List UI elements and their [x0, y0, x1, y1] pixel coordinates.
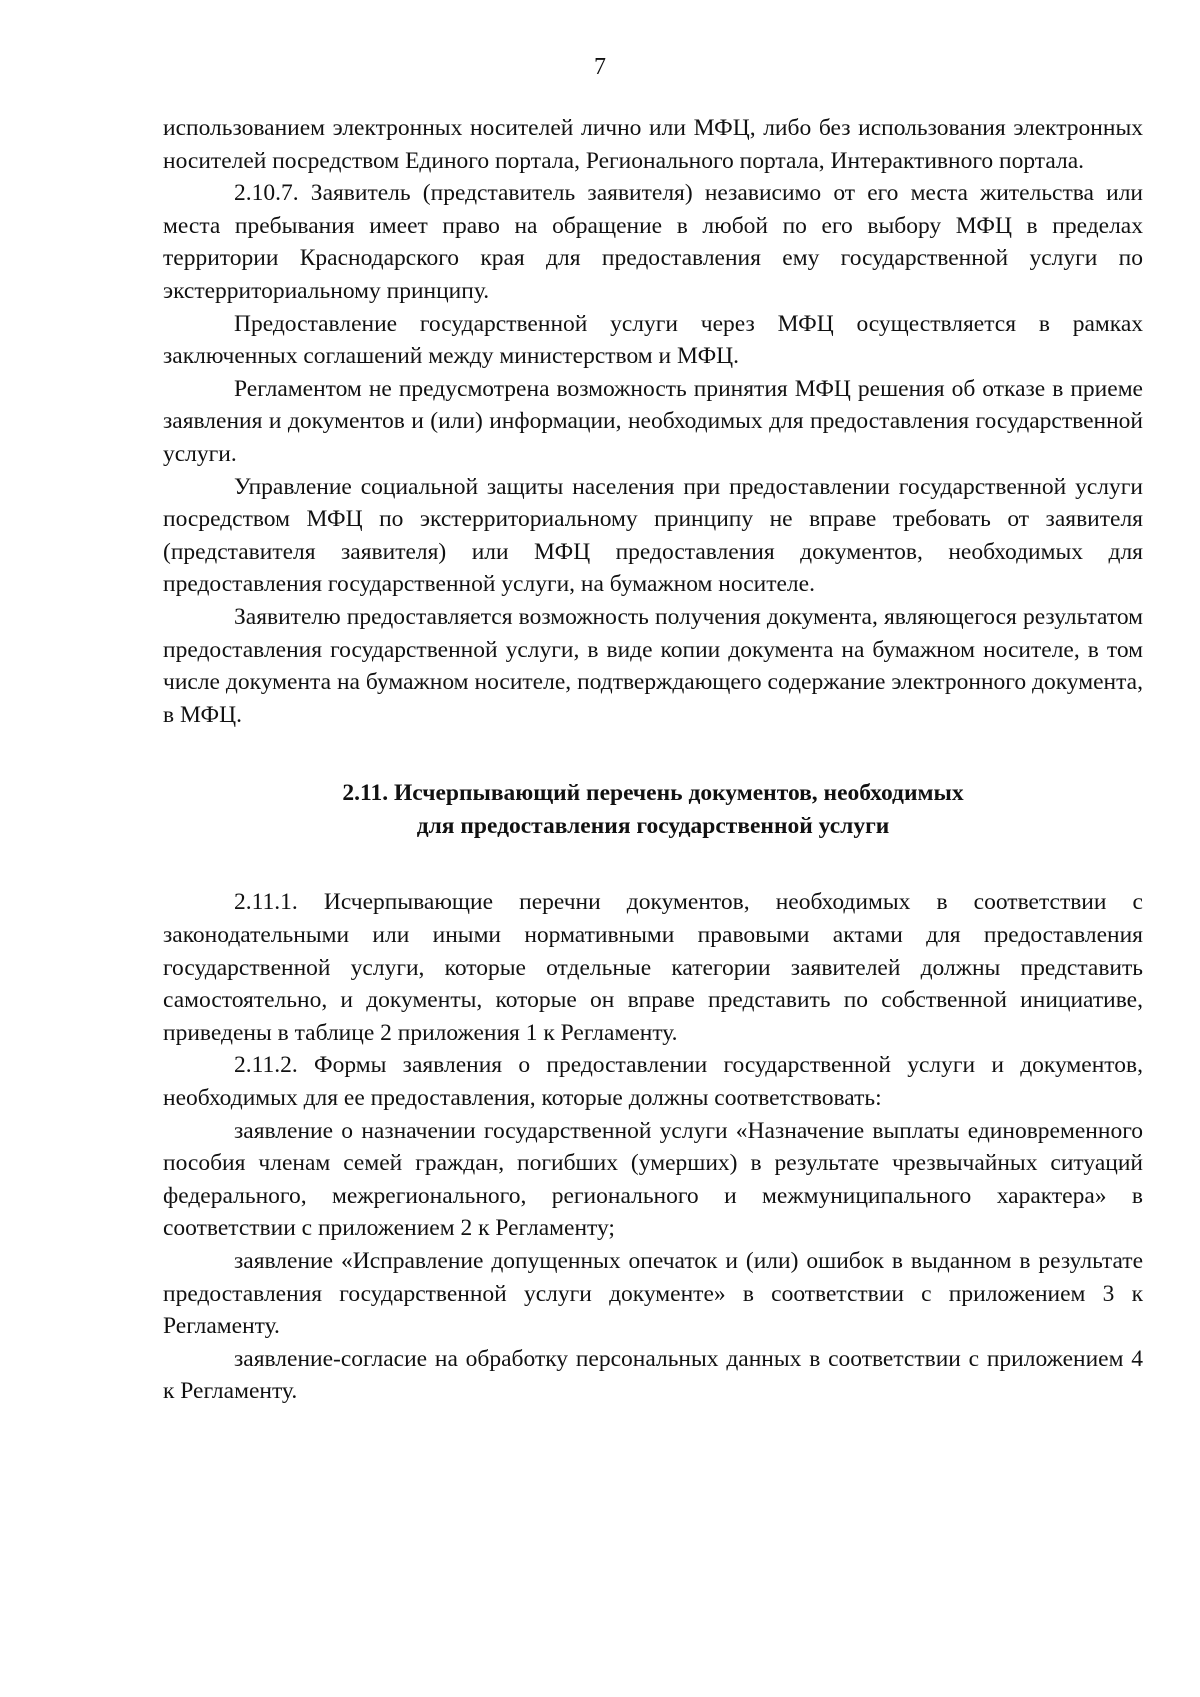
section-heading-line: для предоставления государственной услуги: [416, 812, 890, 839]
paragraph: заявление-согласие на обработку персональных данных в соответствии с приложением 4 к Регламенту.: [163, 1345, 1143, 1405]
paragraph: 2.10.7. Заявитель (представитель заявителя) независимо от его места жительства или места пребывания имеет право на обращение в любой по его выбору МФЦ в пределах территории Краснодарского края для предоставления ему государственной услуги по экстерриториальному принципу.: [163, 180, 1143, 304]
paragraph: использованием электронных носителей лично или МФЦ, либо без использования электронных носителей посредством Единого портала, Регионального портала, Интерактивного портала.: [163, 115, 1143, 174]
paragraph: Регламентом не предусмотрена возможность принятия МФЦ решения об отказе в приеме заявления и документов и (или) информации, необходимых для предоставления государственной услуги.: [163, 375, 1143, 467]
document-body: [163, 112, 1143, 1408]
paragraph: Управление социальной защиты населения при предоставлении государственной услуги посредством МФЦ по экстерриториальному принципу не вправе требовать от заявителя (представителя заявителя) или МФЦ предоставления документов, необходимых для предоставления государственной услуги, на бумажном носителе.: [163, 473, 1143, 598]
page-number: 7: [594, 54, 606, 80]
paragraph: Заявителю предоставляется возможность получения документа, являющегося результатом предоставления государственной услуги, в виде копии документа на бумажном носителе, в том числе документа на бумажном носителе, подтверждающего содержание электронного документа, в МФЦ.: [163, 603, 1143, 728]
section-heading: [163, 777, 1143, 842]
paragraph: 2.11.1. Исчерпывающие перечни документов, необходимых в соответствии с законодательными или иными нормативными правовыми актами для предоставления государственной услуги, которые отдельные категории заявителей должны представить самостоятельно, и документы, которые он вправе представить по собственной инициативе, приведены в таблице 2 приложения 1 к Регламенту.: [163, 889, 1143, 1046]
paragraph: Предоставление государственной услуги через МФЦ осуществляется в рамках заключенных соглашений между министерством и МФЦ.: [163, 310, 1143, 370]
paragraph: заявление о назначении государственной услуги «Назначение выплаты единовременного пособия членам семей граждан, погибших (умерших) в результате чрезвычайных ситуаций федерального, межрегионального, регионального и межмуниципального характера» в соответствии с приложением 2 к Регламенту;: [163, 1117, 1143, 1242]
paragraph: 2.11.2. Формы заявления о предоставлении государственной услуги и документов, необходимых для ее предоставления, которые должны соответствовать:: [163, 1052, 1143, 1112]
paragraph: заявление «Исправление допущенных опечаток и (или) ошибок в выданном в результате предоставления государственной услуги документе» в соответствии с приложением 3 к Регламенту.: [163, 1248, 1143, 1340]
section-heading-line: 2.11. Исчерпывающий перечень документов, необходимых: [342, 780, 964, 807]
